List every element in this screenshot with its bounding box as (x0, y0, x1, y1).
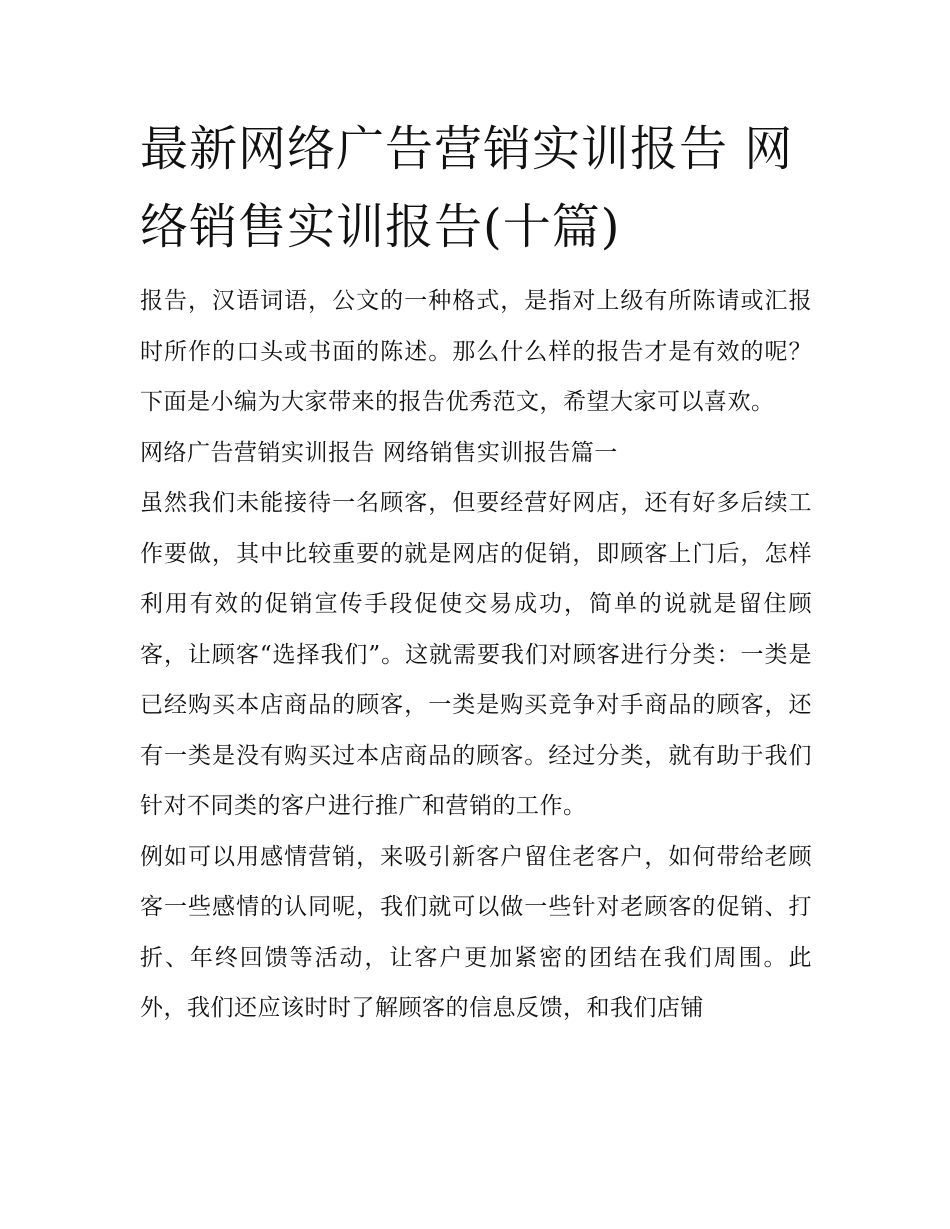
body-paragraph-1: 虽然我们未能接待一名顾客，但要经营好网店，还有好多后续工作要做，其中比较重要的就是网店的促销，即顾客上门后，怎样利用有效的促销宣传手段促使交易成功，简单的说就是留住顾客，让顾客“选择我们”。这就需要我们对顾客进行分类：一类是已经购买本店商品的顾客，一类是购买竞争对手商品的顾客，还有一类是没有购买过本店商品的顾客。经过分类，就有助于我们针对不同类的客户进行推广和营销的工作。 (140, 490, 812, 819)
intro-paragraph: 报告，汉语词语，公文的一种格式，是指对上级有所陈请或汇报时所作的口头或书面的陈述。那么什么样的报告才是有效的呢？下面是小编为大家带来的报告优秀范文，希望大家可以喜欢。 (140, 288, 812, 415)
section-heading: 网络广告营销实训报告 网络销售实训报告篇一 (140, 439, 618, 466)
body-paragraph-2: 例如可以用感情营销，来吸引新客户留住老客户，如何带给老顾客一些感情的认同呢，我们就可以做一些针对老顾客的促销、打折、年终回馈等活动，让客户更加紧密的团结在我们周围。此外，我们还应该时时了解顾客的信息反馈，和我们店铺 (140, 843, 812, 1021)
document-title: 最新网络广告营销实训报告 网络销售实训报告(十篇) (140, 121, 794, 255)
document-page (140, 110, 812, 1034)
